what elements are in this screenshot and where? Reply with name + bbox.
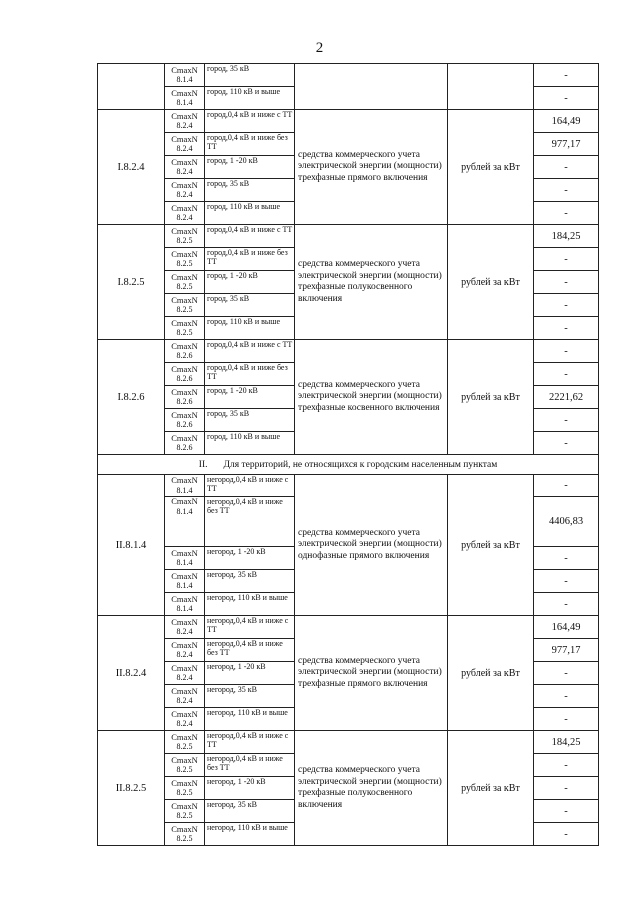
voltage-level-cell: город, 1 -20 кВ	[205, 386, 295, 409]
section-number: II.	[198, 459, 208, 470]
description-cell: средства коммерческого учета электрической энергии (мощности) трехфазные косвенного включения	[295, 340, 448, 455]
voltage-level-cell: негород,0,4 кВ и ниже без ТТ	[205, 639, 295, 662]
table-row	[98, 616, 599, 639]
value-cell: -	[534, 800, 599, 823]
value-cell: -	[534, 432, 599, 455]
unit-cell: рублей за кВт	[448, 475, 534, 616]
voltage-level-cell: город, 35 кВ	[205, 409, 295, 432]
voltage-level-cell: негород, 110 кВ и выше	[205, 708, 295, 731]
value-cell: -	[534, 409, 599, 432]
value-cell: -	[534, 475, 599, 497]
value-cell: 184,25	[534, 225, 599, 248]
value-cell: -	[534, 685, 599, 708]
section-header-row	[98, 455, 599, 475]
page-number: 2	[315, 40, 324, 56]
value-cell: 2221,62	[534, 386, 599, 409]
value-cell: -	[534, 87, 599, 110]
voltage-level-cell: негород, 35 кВ	[205, 800, 295, 823]
symbol-cell: CmaxN 8.1.4	[165, 87, 205, 110]
voltage-level-cell: негород, 1 -20 кВ	[205, 662, 295, 685]
voltage-level-cell: негород,0,4 кВ и ниже с ТТ	[205, 731, 295, 754]
voltage-level-cell: негород,0,4 кВ и ниже с ТТ	[205, 616, 295, 639]
voltage-level-cell: город,0,4 кВ и ниже без ТТ	[205, 363, 295, 386]
section-header	[98, 455, 599, 475]
voltage-level-cell: город, 35 кВ	[205, 294, 295, 317]
voltage-level-cell: город, 110 кВ и выше	[205, 317, 295, 340]
table-row	[98, 64, 599, 87]
symbol-cell: CmaxN 8.1.4	[165, 593, 205, 616]
value-cell: -	[534, 662, 599, 685]
description-cell: средства коммерческого учета электрической энергии (мощности) трехфазные полукосвенного включения	[295, 225, 448, 340]
value-cell: 164,49	[534, 616, 599, 639]
table-row	[98, 475, 599, 497]
description-cell: средства коммерческого учета электрической энергии (мощности) трехфазные прямого включения	[295, 616, 448, 731]
symbol-cell: CmaxN 8.2.4	[165, 662, 205, 685]
voltage-level-cell: город, 35 кВ	[205, 64, 295, 87]
symbol-cell: CmaxN 8.2.4	[165, 156, 205, 179]
voltage-level-cell: негород, 35 кВ	[205, 685, 295, 708]
value-cell: -	[534, 708, 599, 731]
voltage-level-cell: город,0,4 кВ и ниже без ТТ	[205, 133, 295, 156]
code-cell: II.8.2.4	[98, 616, 165, 731]
voltage-level-cell: негород, 110 кВ и выше	[205, 593, 295, 616]
value-cell: 977,17	[534, 639, 599, 662]
unit-cell: рублей за кВт	[448, 110, 534, 225]
symbol-cell: CmaxN 8.1.4	[165, 64, 205, 87]
table-row	[98, 110, 599, 133]
voltage-level-cell: город, 35 кВ	[205, 179, 295, 202]
voltage-level-cell: негород,0,4 кВ и ниже с ТТ	[205, 475, 295, 497]
unit-cell: рублей за кВт	[448, 225, 534, 340]
value-cell: -	[534, 754, 599, 777]
symbol-cell: CmaxN 8.2.4	[165, 708, 205, 731]
symbol-cell: CmaxN 8.2.5	[165, 225, 205, 248]
unit-cell: рублей за кВт	[448, 340, 534, 455]
symbol-cell: CmaxN 8.2.6	[165, 386, 205, 409]
value-cell: -	[534, 156, 599, 179]
value-cell: -	[534, 317, 599, 340]
voltage-level-cell: город,0,4 кВ и ниже с ТТ	[205, 110, 295, 133]
value-cell: -	[534, 777, 599, 800]
symbol-cell: CmaxN 8.2.5	[165, 800, 205, 823]
voltage-level-cell: город, 110 кВ и выше	[205, 87, 295, 110]
section-title: Для территорий, не относящихся к городским населенным пунктам	[223, 459, 498, 470]
symbol-cell: CmaxN 8.2.5	[165, 777, 205, 800]
voltage-level-cell: негород, 1 -20 кВ	[205, 777, 295, 800]
symbol-cell: CmaxN 8.2.4	[165, 110, 205, 133]
symbol-cell: CmaxN 8.2.5	[165, 294, 205, 317]
value-cell: 184,25	[534, 731, 599, 754]
value-cell: -	[534, 340, 599, 363]
voltage-level-cell: город, 110 кВ и выше	[205, 432, 295, 455]
symbol-cell: CmaxN 8.2.4	[165, 616, 205, 639]
value-cell: -	[534, 271, 599, 294]
voltage-level-cell: город,0,4 кВ и ниже с ТТ	[205, 225, 295, 248]
symbol-cell: CmaxN 8.2.5	[165, 317, 205, 340]
description-cell: средства коммерческого учета электрической энергии (мощности) трехфазные полукосвенного включения	[295, 731, 448, 846]
voltage-level-cell: негород,0,4 кВ и ниже без ТТ	[205, 497, 295, 547]
voltage-level-cell: негород, 110 кВ и выше	[205, 823, 295, 846]
code-cell: II.8.2.5	[98, 731, 165, 846]
voltage-level-cell: негород, 35 кВ	[205, 570, 295, 593]
value-cell: -	[534, 64, 599, 87]
symbol-cell: CmaxN 8.2.6	[165, 432, 205, 455]
value-cell: -	[534, 593, 599, 616]
voltage-level-cell: негород,0,4 кВ и ниже без ТТ	[205, 754, 295, 777]
code-cell: I.8.2.6	[98, 340, 165, 455]
description-cell: средства коммерческого учета электрической энергии (мощности) трехфазные прямого включения	[295, 110, 448, 225]
value-cell: 4406,83	[534, 497, 599, 547]
voltage-level-cell: город,0,4 кВ и ниже без ТТ	[205, 248, 295, 271]
code-cell: I.8.2.5	[98, 225, 165, 340]
symbol-cell: CmaxN 8.1.4	[165, 475, 205, 497]
table-row	[98, 731, 599, 754]
symbol-cell: CmaxN 8.2.6	[165, 363, 205, 386]
description-cell	[295, 64, 448, 110]
value-cell: 977,17	[534, 133, 599, 156]
symbol-cell: CmaxN 8.1.4	[165, 547, 205, 570]
value-cell: -	[534, 570, 599, 593]
value-cell: -	[534, 823, 599, 846]
symbol-cell: CmaxN 8.2.6	[165, 340, 205, 363]
value-cell: -	[534, 248, 599, 271]
value-cell: -	[534, 202, 599, 225]
symbol-cell: CmaxN 8.1.4	[165, 497, 205, 547]
unit-cell	[448, 64, 534, 110]
unit-cell: рублей за кВт	[448, 731, 534, 846]
description-cell: средства коммерческого учета электрической энергии (мощности) однофазные прямого включения	[295, 475, 448, 616]
code-cell: I.8.2.4	[98, 110, 165, 225]
code-cell	[98, 64, 165, 110]
table-row	[98, 340, 599, 363]
value-cell: -	[534, 294, 599, 317]
symbol-cell: CmaxN 8.2.5	[165, 271, 205, 294]
symbol-cell: CmaxN 8.2.4	[165, 133, 205, 156]
symbol-cell: CmaxN 8.1.4	[165, 570, 205, 593]
symbol-cell: CmaxN 8.2.5	[165, 731, 205, 754]
value-cell: 164,49	[534, 110, 599, 133]
voltage-level-cell: город,0,4 кВ и ниже с ТТ	[205, 340, 295, 363]
table-row	[98, 225, 599, 248]
symbol-cell: CmaxN 8.2.6	[165, 409, 205, 432]
symbol-cell: CmaxN 8.2.4	[165, 202, 205, 225]
voltage-level-cell: город, 1 -20 кВ	[205, 271, 295, 294]
symbol-cell: CmaxN 8.2.5	[165, 754, 205, 777]
voltage-level-cell: негород, 1 -20 кВ	[205, 547, 295, 570]
unit-cell: рублей за кВт	[448, 616, 534, 731]
symbol-cell: CmaxN 8.2.4	[165, 639, 205, 662]
voltage-level-cell: город, 1 -20 кВ	[205, 156, 295, 179]
tariff-table	[97, 63, 599, 846]
symbol-cell: CmaxN 8.2.4	[165, 685, 205, 708]
symbol-cell: CmaxN 8.2.5	[165, 248, 205, 271]
code-cell: II.8.1.4	[98, 475, 165, 616]
value-cell: -	[534, 179, 599, 202]
value-cell: -	[534, 547, 599, 570]
voltage-level-cell: город, 110 кВ и выше	[205, 202, 295, 225]
symbol-cell: CmaxN 8.2.5	[165, 823, 205, 846]
symbol-cell: CmaxN 8.2.4	[165, 179, 205, 202]
value-cell: -	[534, 363, 599, 386]
